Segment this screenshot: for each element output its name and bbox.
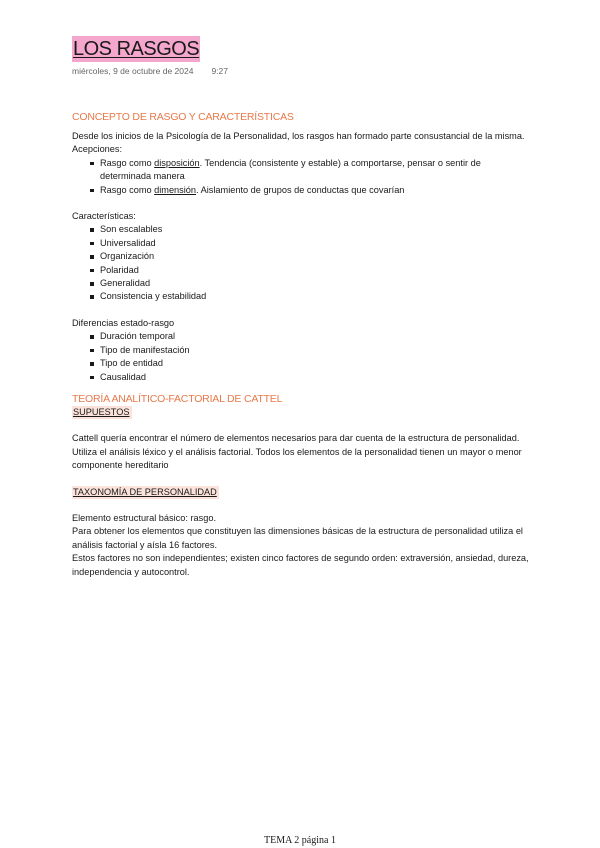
taxonomia-line: Estos factores no son independientes; existen cinco factores de segundo orden: extraversión, ansiedad, dureza, independencia y autocontrol. (72, 553, 529, 577)
list-item: Consistencia y estabilidad (90, 290, 532, 303)
intro-paragraph: Desde los inicios de la Psicología de la Personalidad, los rasgos han formado parte consustancial de la misma. Acepciones: (72, 131, 525, 155)
page-title: LOS RASGOS (73, 38, 200, 60)
section-heading-concepto: CONCEPTO DE RASGO Y CARACTERÍSTICAS (72, 111, 294, 123)
term-disposicion: disposición (154, 157, 200, 168)
list-item: Causalidad (90, 371, 532, 384)
list-item: Polaridad (90, 264, 532, 277)
timestamp (72, 66, 228, 76)
list-item: Organización (90, 250, 532, 263)
list-item: Universalidad (90, 237, 532, 250)
caracteristicas-label: Características: (72, 211, 136, 222)
list-item: Duración temporal (90, 330, 532, 343)
list-item: Tipo de entidad (90, 357, 532, 370)
section-heading-cattel: TEORÍA ANALÍTICO-FACTORIAL DE CATTEL (72, 392, 283, 405)
diferencias-label: Diferencias estado-rasgo (72, 317, 175, 328)
page-footer: TEMA 2 página 1 (264, 835, 336, 846)
taxonomia-line: Elemento estructural básico: rasgo. (72, 512, 217, 523)
list-item: Rasgo como disposición. Tendencia (consistente y estable) a comportarse, pensar o sentir de determinada manera (90, 157, 532, 184)
acepciones-list (72, 157, 532, 197)
list-item: Tipo de manifestación (90, 344, 532, 357)
diferencias-list (72, 330, 532, 384)
caracteristicas-list (72, 223, 532, 303)
subheading-supuestos: SUPUESTOS (73, 406, 130, 417)
list-item: Generalidad (90, 277, 532, 290)
note-body (72, 110, 532, 579)
taxonomia-line: Para obtener los elementos que constituyen las dimensiones básicas de la estructura de personalidad utiliza el análisis factorial y aísla 16 factores. (72, 526, 523, 550)
list-item: Rasgo como dimensión. Aislamiento de grupos de conductas que covarían (90, 184, 532, 197)
subheading-taxonomia: TAXONOMÍA DE PERSONALIDAD (73, 486, 217, 497)
supuestos-paragraph: Cattell quería encontrar el número de elementos necesarios para dar cuenta de la estructura de personalidad. Utiliza el análisis léxico y el análisis factorial. Todos los elementos de la personalidad tienen un mayor o menor componente hereditario (72, 433, 522, 471)
list-item: Son escalables (90, 223, 532, 236)
term-dimension: dimensión (154, 184, 197, 195)
note-time: 9:27 (211, 66, 228, 76)
note-date: miércoles, 9 de octubre de 2024 (72, 66, 194, 76)
